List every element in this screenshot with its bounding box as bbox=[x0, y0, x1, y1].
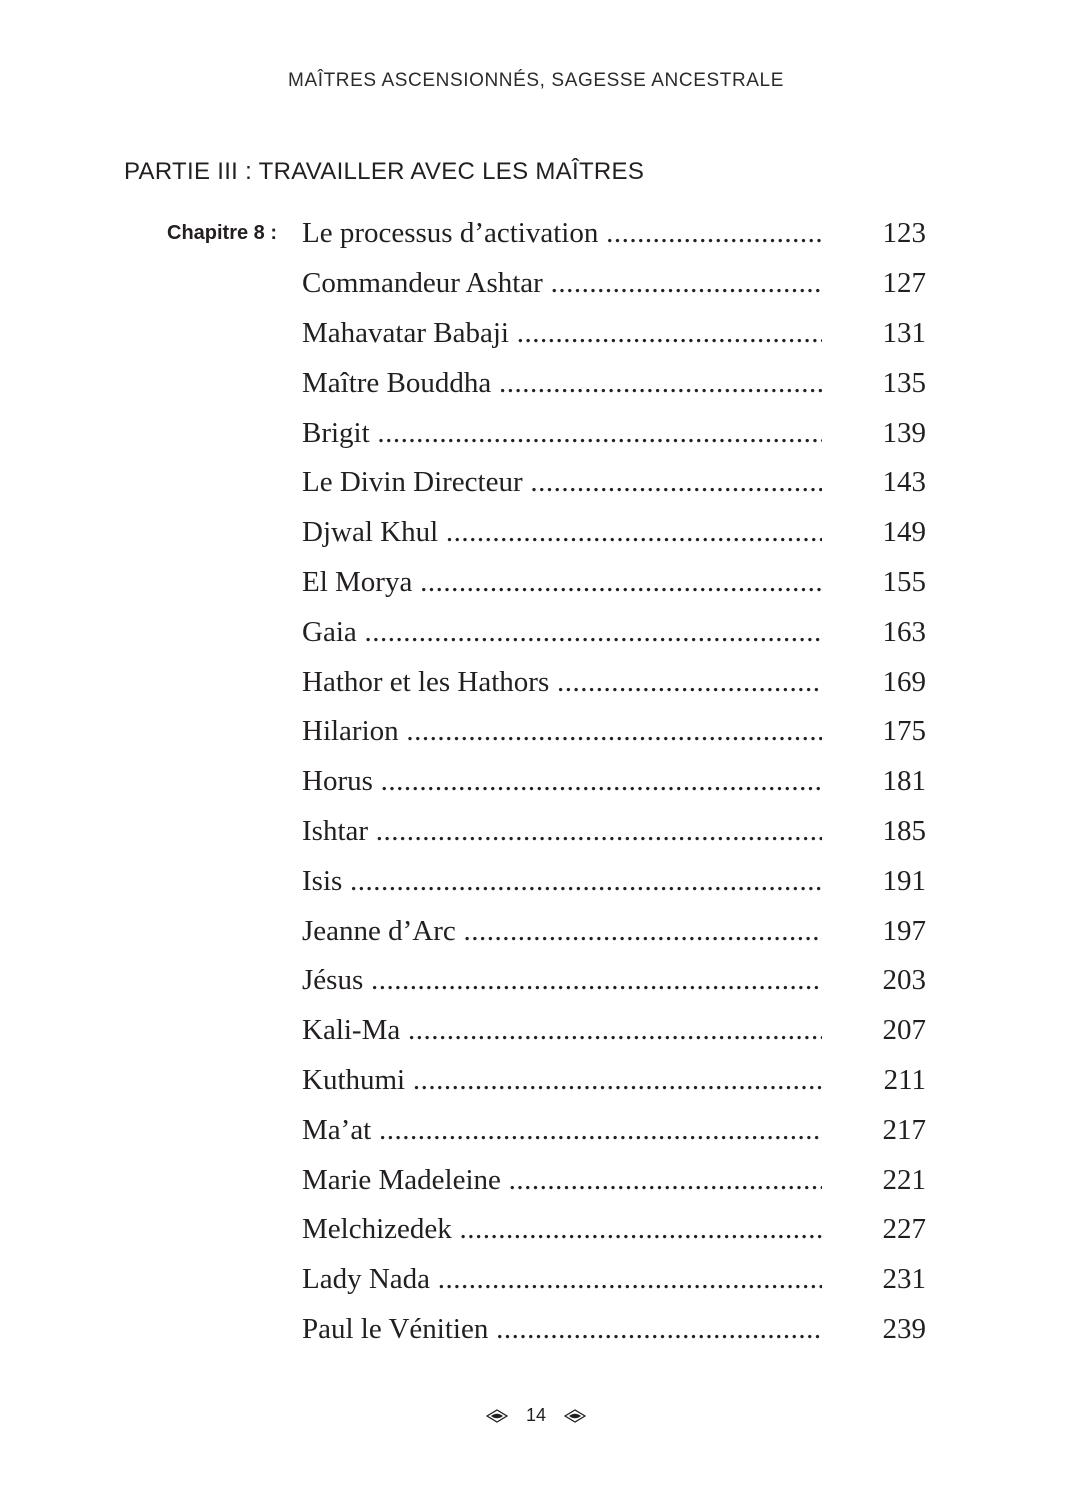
toc-entry[interactable] bbox=[302, 856, 926, 906]
toc-entry-title: Commandeur Ashtar ..... bbox=[302, 267, 822, 300]
toc-entry-title: Paul le Vénitien ..... bbox=[302, 1313, 822, 1346]
toc-entry-title: Brigit ..... bbox=[302, 417, 822, 450]
toc-entry[interactable] bbox=[302, 1155, 926, 1205]
toc-entry-title: Mahavatar Babaji ..... bbox=[302, 317, 822, 350]
toc-entry-title: Kuthumi ..... bbox=[302, 1064, 822, 1097]
running-header: MAÎTRES ASCENSIONNÉS, SAGESSE ANCESTRALE bbox=[288, 70, 784, 91]
toc-entry[interactable] bbox=[302, 259, 926, 309]
toc-entry-page: 135 bbox=[882, 366, 926, 399]
toc-entry[interactable] bbox=[302, 408, 926, 458]
toc-entry-page: 217 bbox=[882, 1113, 926, 1146]
toc-entry-title: Ma’at ..... bbox=[302, 1114, 822, 1147]
toc-entry-title: Le processus d’activation ..... bbox=[302, 217, 822, 250]
toc-entry[interactable] bbox=[302, 1006, 926, 1056]
toc-entry[interactable] bbox=[302, 309, 926, 359]
toc-entry-page: 123 bbox=[882, 217, 926, 250]
toc-entry-title: Melchizedek ..... bbox=[302, 1213, 822, 1246]
toc-entry[interactable] bbox=[302, 1305, 926, 1355]
toc-entry-page: 191 bbox=[882, 864, 926, 897]
toc-entry-page: 207 bbox=[882, 1014, 926, 1047]
toc-entry-page: 155 bbox=[882, 565, 926, 598]
toc-entry-page: 149 bbox=[882, 516, 926, 549]
toc-entry-title: Djwal Khul ..... bbox=[302, 516, 822, 549]
toc-entry-title: Marie Madeleine ..... bbox=[302, 1164, 822, 1197]
toc-entry[interactable] bbox=[302, 1056, 926, 1106]
toc-entry-page: 227 bbox=[882, 1213, 926, 1246]
toc-entry[interactable] bbox=[302, 558, 926, 608]
toc-entry-page: 181 bbox=[882, 765, 926, 798]
page-number: 14 bbox=[525, 1405, 547, 1425]
toc-entry-page: 163 bbox=[882, 615, 926, 648]
toc-entry[interactable] bbox=[302, 906, 926, 956]
toc-entry[interactable] bbox=[302, 209, 926, 259]
toc-entry-title: Le Divin Directeur ..... bbox=[302, 466, 822, 499]
toc-entry[interactable] bbox=[302, 757, 926, 807]
part-title: PARTIE III : TRAVAILLER AVEC LES MAÎTRES bbox=[124, 158, 645, 185]
toc-entry-page: 127 bbox=[882, 267, 926, 300]
toc-entry-page: 197 bbox=[882, 914, 926, 947]
toc-entry-title: Gaia ..... bbox=[302, 616, 822, 649]
diamond-eye-ornament-icon bbox=[564, 1409, 586, 1423]
toc-entry-page: 143 bbox=[882, 466, 926, 499]
toc-entry-title: Hilarion ..... bbox=[302, 715, 822, 748]
toc-entry-title: Jeanne d’Arc ..... bbox=[302, 915, 822, 948]
toc-entry-title: Kali-Ma ..... bbox=[302, 1014, 822, 1047]
toc-entry-page: 203 bbox=[882, 964, 926, 997]
toc-entry-page: 211 bbox=[883, 1063, 926, 1096]
page-footer bbox=[0, 1405, 1072, 1426]
toc-entry[interactable] bbox=[302, 508, 926, 558]
toc-entry[interactable] bbox=[302, 807, 926, 857]
toc-entry-title: Hathor et les Hathors ..... bbox=[302, 666, 822, 699]
toc-entry-page: 239 bbox=[882, 1312, 926, 1345]
toc-entry[interactable] bbox=[302, 657, 926, 707]
toc-entry[interactable] bbox=[302, 607, 926, 657]
chapter-label: Chapitre 8 : bbox=[167, 222, 278, 244]
toc-entry-page: 131 bbox=[882, 316, 926, 349]
toc-entry-title: El Morya ..... bbox=[302, 566, 822, 599]
toc-entry-page: 221 bbox=[882, 1163, 926, 1196]
toc-entry-title: Isis ..... bbox=[302, 865, 822, 898]
toc-entry-title: Jésus ..... bbox=[302, 964, 822, 997]
toc-entry[interactable] bbox=[302, 458, 926, 508]
toc-entry-title: Ishtar ..... bbox=[302, 815, 822, 848]
toc-entry-page: 139 bbox=[882, 416, 926, 449]
toc-entry[interactable] bbox=[302, 956, 926, 1006]
toc-entry[interactable] bbox=[302, 1205, 926, 1255]
toc-entry-page: 169 bbox=[882, 665, 926, 698]
toc-entry[interactable] bbox=[302, 1105, 926, 1155]
toc-entry[interactable] bbox=[302, 707, 926, 757]
toc-entry-page: 185 bbox=[882, 814, 926, 847]
toc-entry-page: 175 bbox=[882, 715, 926, 748]
toc-entry-title: Horus ..... bbox=[302, 765, 822, 798]
toc-list bbox=[302, 209, 926, 1354]
diamond-eye-ornament-icon bbox=[486, 1409, 508, 1423]
toc-entry[interactable] bbox=[302, 1255, 926, 1305]
toc-entry[interactable] bbox=[302, 358, 926, 408]
toc-entry-title: Lady Nada ..... bbox=[302, 1263, 822, 1296]
toc-entry-page: 231 bbox=[882, 1263, 926, 1296]
toc-entry-title: Maître Bouddha ..... bbox=[302, 367, 822, 400]
